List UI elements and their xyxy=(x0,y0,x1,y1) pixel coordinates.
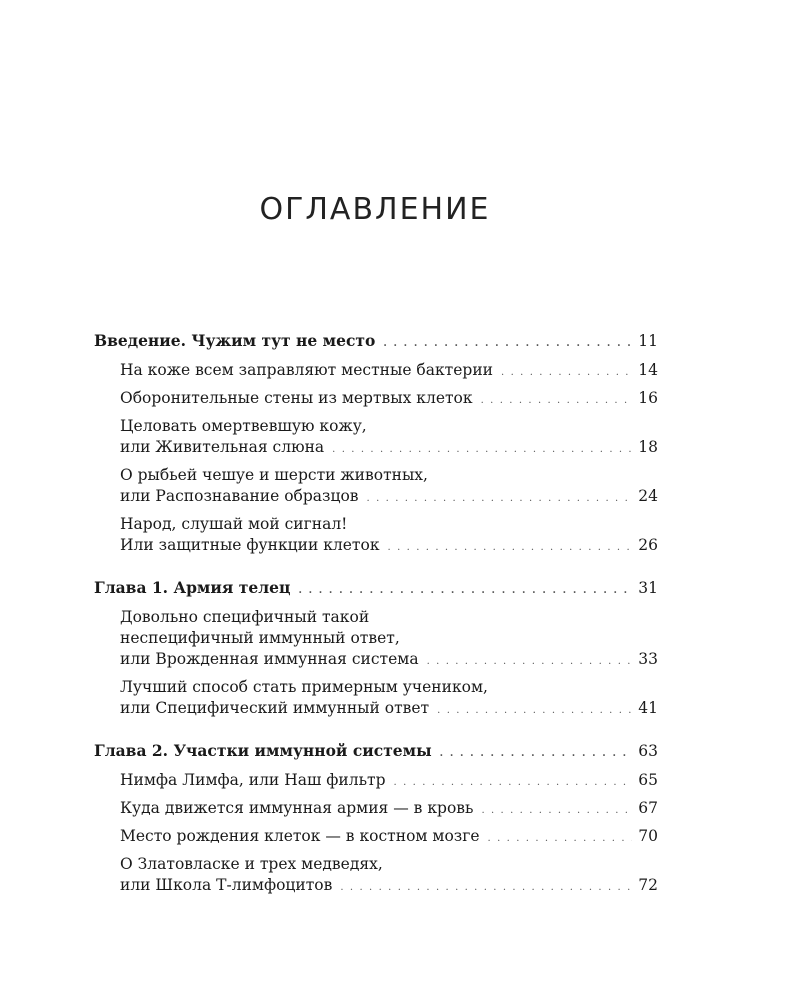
dot-leader xyxy=(298,580,632,601)
toc-page-number: 24 xyxy=(638,487,658,505)
toc-entry-last-line xyxy=(120,437,658,460)
dot-leader xyxy=(440,743,633,764)
toc-section-entry[interactable] xyxy=(94,826,658,849)
toc-section-entry[interactable] xyxy=(94,514,658,558)
toc-section-entry[interactable] xyxy=(94,677,658,721)
toc-entry-title-line: Место рождения клеток — в костном мозге xyxy=(120,827,480,845)
toc-section-entry[interactable] xyxy=(94,465,658,509)
table-of-contents xyxy=(94,330,658,903)
toc-entry-title-line: неспецифичный иммунный ответ, xyxy=(120,629,400,647)
toc-section-entry[interactable] xyxy=(94,388,658,411)
dot-leader xyxy=(340,877,632,898)
toc-entry-title-line: Нимфа Лимфа, или Наш фильтр xyxy=(120,771,386,789)
dot-leader xyxy=(488,828,633,849)
toc-entry-title-line: О Златовласке и трех медведях, xyxy=(120,855,383,873)
dot-leader xyxy=(332,439,632,460)
toc-entry-title-line: или Живительная слюна xyxy=(120,438,325,456)
toc-entry-title-line: О рыбьей чешуе и шерсти животных, xyxy=(120,466,428,484)
toc-section-entry[interactable] xyxy=(94,770,658,793)
toc-entry-title-line: Глава 1. Армия телец xyxy=(94,578,291,597)
toc-entry-title-line: Или защитные функции клеток xyxy=(120,536,380,554)
toc-page-number: 63 xyxy=(638,742,658,760)
toc-entry-last-line xyxy=(120,798,658,821)
toc-section-entry[interactable] xyxy=(94,607,658,672)
toc-entry-last-line xyxy=(120,649,658,672)
dot-leader xyxy=(394,772,633,793)
toc-entry-title-line: или Распознавание образцов xyxy=(120,487,359,505)
toc-section-entry[interactable] xyxy=(94,360,658,383)
toc-section-entry[interactable] xyxy=(94,798,658,821)
toc-page-number: 41 xyxy=(638,699,658,717)
toc-entry-last-line xyxy=(94,577,658,601)
toc-chapter-entry[interactable] xyxy=(94,577,658,601)
toc-entry-title-line: Довольно специфичный такой xyxy=(120,608,370,626)
toc-entry-last-line xyxy=(120,360,658,383)
toc-entry-last-line xyxy=(120,486,658,509)
toc-entry-title-line: Куда движется иммунная армия — в кровь xyxy=(120,799,474,817)
toc-page-number: 31 xyxy=(638,579,658,597)
dot-leader xyxy=(367,488,633,509)
toc-chapter-entry[interactable] xyxy=(94,330,658,354)
toc-entry-title-line: Народ, слушай мой сигнал! xyxy=(120,515,348,533)
toc-entry-title-line: или Врожденная иммунная система xyxy=(120,650,419,668)
toc-page-number: 18 xyxy=(638,438,658,456)
toc-entry-title-line: Лучший способ стать примерным учеником, xyxy=(120,678,488,696)
toc-page-number: 16 xyxy=(638,389,658,407)
toc-section-entry[interactable] xyxy=(94,416,658,460)
toc-entry-last-line xyxy=(120,535,658,558)
page-title: ОГЛАВЛЕНИЕ xyxy=(259,192,491,228)
dot-leader xyxy=(427,651,633,672)
dot-leader xyxy=(481,390,633,411)
toc-entry-last-line xyxy=(120,698,658,721)
toc-page-number: 14 xyxy=(638,361,658,379)
toc-section-entry[interactable] xyxy=(94,854,658,898)
toc-entry-title-line: Оборонительные стены из мертвых клеток xyxy=(120,389,473,407)
toc-entry-last-line xyxy=(120,826,658,849)
toc-entry-last-line xyxy=(94,330,658,354)
toc-page-number: 67 xyxy=(638,799,658,817)
toc-page-number: 33 xyxy=(638,650,658,668)
toc-entry-last-line xyxy=(94,740,658,764)
toc-entry-title-line: Целовать омертвевшую кожу, xyxy=(120,417,367,435)
toc-entry-title-line: Глава 2. Участки иммунной системы xyxy=(94,741,432,760)
dot-leader xyxy=(501,362,632,383)
toc-entry-last-line xyxy=(120,388,658,411)
toc-entry-last-line xyxy=(120,770,658,793)
toc-page-number: 65 xyxy=(638,771,658,789)
toc-page-number: 70 xyxy=(638,827,658,845)
dot-leader xyxy=(481,800,632,821)
toc-entry-last-line xyxy=(120,875,658,898)
toc-page-number: 26 xyxy=(638,536,658,554)
toc-entry-title-line: или Специфический иммунный ответ xyxy=(120,699,430,717)
toc-page-number: 72 xyxy=(638,876,658,894)
toc-entry-title-line: или Школа Т-лимфоцитов xyxy=(120,876,333,894)
toc-page-number: 11 xyxy=(638,332,658,350)
dot-leader xyxy=(437,700,632,721)
toc-chapter-entry[interactable] xyxy=(94,740,658,764)
toc-entry-title-line: Введение. Чужим тут не место xyxy=(94,331,376,350)
dot-leader xyxy=(383,333,632,354)
dot-leader xyxy=(388,537,633,558)
toc-entry-title-line: На коже всем заправляют местные бактерии xyxy=(120,361,494,379)
